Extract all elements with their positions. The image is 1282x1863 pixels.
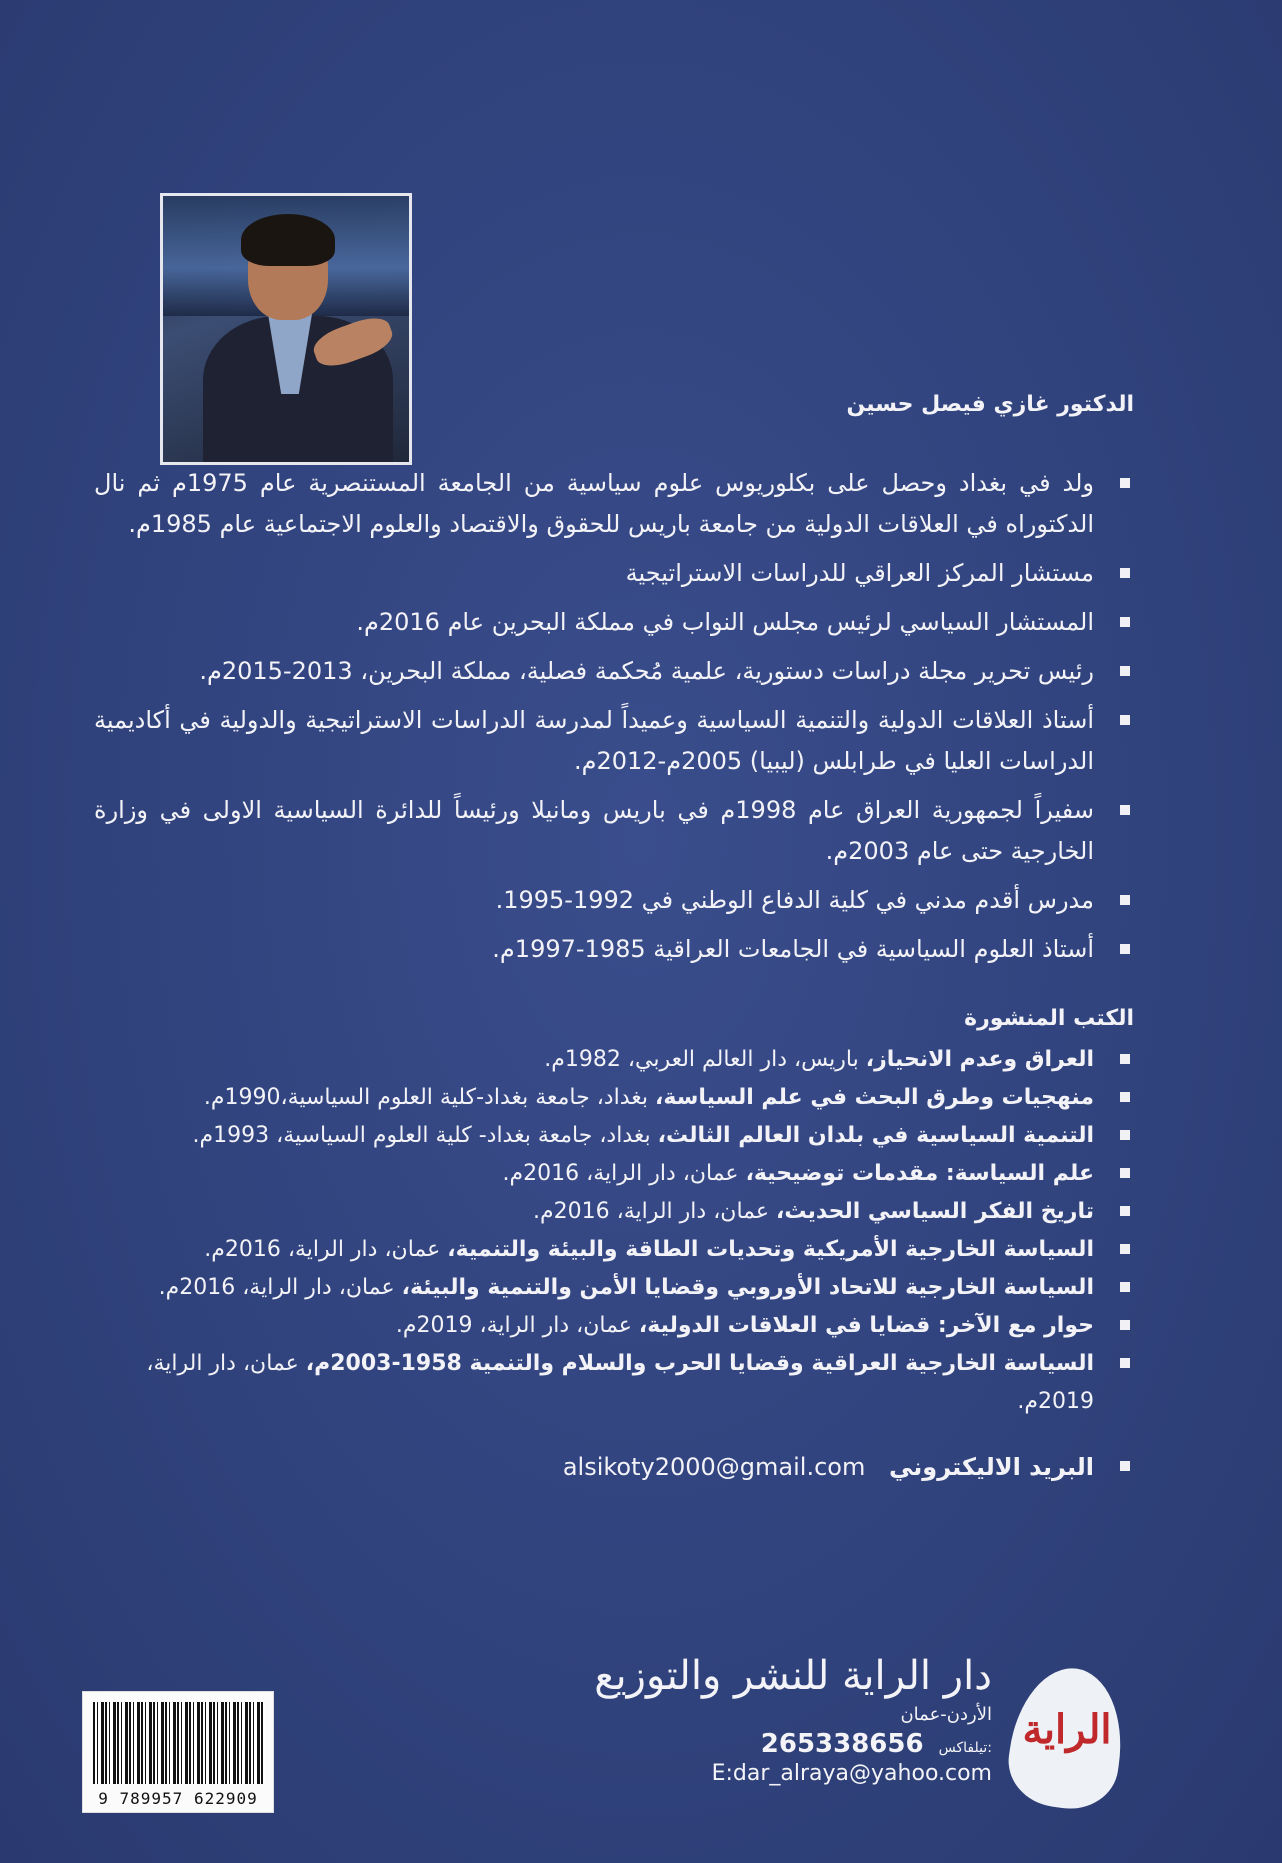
author-email-row — [94, 1447, 1134, 1487]
publisher-name: دار الراية للنشر والتوزيع — [594, 1653, 992, 1699]
author-bio-section — [94, 392, 1134, 1487]
publisher-location: الأردن-عمان — [900, 1704, 992, 1725]
isbn-number: 9 789957 622909 — [98, 1789, 258, 1808]
book-title: السياسة الخارجية الأمريكية وتحديات الطاقة والبيئة والتنمية، — [447, 1237, 1094, 1262]
publisher-info — [592, 1650, 992, 1786]
bio-item: أستاذ العلاقات الدولية والتنمية السياسية وعميداً لمدرسة الدراسات الاستراتيجية والدولية في أكاديمية الدراسات العليا في طرابلس (ليبيا) 2005م-2012م. — [94, 700, 1134, 782]
book-details: عمان، دار الراية، 2019م. — [146, 1351, 1094, 1414]
isbn-barcode — [82, 1691, 274, 1813]
book-details: عمان، دار الراية، 2019م. — [395, 1313, 639, 1338]
publisher-email[interactable]: E:dar_alraya@yahoo.com — [711, 1761, 992, 1786]
bio-item: أستاذ العلوم السياسية في الجامعات العراقية 1985-1997م. — [94, 929, 1134, 970]
bio-item: سفيراً لجمهورية العراق عام 1998م في باريس ومانيلا ورئيساً للدائرة السياسية الاولى في وزارة الخارجية حتى عام 2003م. — [94, 790, 1134, 872]
book-item — [94, 1117, 1134, 1155]
bio-item: مستشار المركز العراقي للدراسات الاستراتيجية — [94, 553, 1134, 594]
book-item — [94, 1345, 1134, 1421]
book-item — [94, 1079, 1134, 1117]
bio-item: رئيس تحرير مجلة دراسات دستورية، علمية مُحكمة فصلية، مملكة البحرين، 2013-2015م. — [94, 651, 1134, 692]
barcode-icon — [93, 1702, 265, 1784]
book-title: علم السياسة: مقدمات توضيحية، — [745, 1161, 1094, 1186]
book-item — [94, 1155, 1134, 1193]
book-title: السياسة الخارجية العراقية وقضايا الحرب والسلام والتنمية 1958-2003م، — [305, 1351, 1094, 1376]
book-details: عمان، دار الراية، 2016م. — [502, 1161, 746, 1186]
bio-item: ولد في بغداد وحصل على بكلوريوس علوم سياسية من الجامعة المستنصرية عام 1975م ثم نال الدكتوراه في العلاقات الدولية من جامعة باريس للحقوق والاقتصاد والعلوم الاجتماعية عام 1985م. — [94, 463, 1134, 545]
author-name: الدكتور غازي فيصل حسين — [846, 392, 1134, 417]
book-item — [94, 1269, 1134, 1307]
book-title: تاريخ الفكر السياسي الحديث، — [776, 1199, 1094, 1224]
books-list — [94, 1041, 1134, 1421]
book-details: بغداد، جامعة بغداد-كلية العلوم السياسية،1990م. — [203, 1085, 655, 1110]
book-item — [94, 1041, 1134, 1079]
book-item — [94, 1193, 1134, 1231]
bio-item: المستشار السياسي لرئيس مجلس النواب في مملكة البحرين عام 2016م. — [94, 602, 1134, 643]
book-details: باريس، دار العالم العربي، 1982م. — [544, 1047, 866, 1072]
book-item — [94, 1231, 1134, 1269]
publisher-logo-text: الراية — [1022, 1706, 1112, 1753]
book-details: بغداد، جامعة بغداد- كلية العلوم السياسية، 1993م. — [192, 1123, 658, 1148]
publisher-logo — [1002, 1658, 1132, 1818]
bio-list — [94, 463, 1134, 970]
book-title: العراق وعدم الانحياز، — [865, 1047, 1094, 1072]
book-title: التنمية السياسية في بلدان العالم الثالث، — [657, 1123, 1094, 1148]
book-title: منهجيات وطرق البحث في علم السياسة، — [655, 1085, 1094, 1110]
publisher-phone-label: تيلفاكس: — [938, 1740, 992, 1756]
book-item — [94, 1307, 1134, 1345]
author-email-link[interactable]: alsikoty2000@gmail.com — [562, 1453, 866, 1481]
publisher-phone: 265338656 — [760, 1729, 924, 1759]
book-details: عمان، دار الراية، 2016م. — [204, 1237, 448, 1262]
book-title: حوار مع الآخر: قضايا في العلاقات الدولية، — [638, 1313, 1094, 1338]
books-heading: الكتب المنشورة — [964, 1006, 1134, 1031]
bio-item: مدرس أقدم مدني في كلية الدفاع الوطني في 1992-1995. — [94, 880, 1134, 921]
book-details: عمان، دار الراية، 2016م. — [532, 1199, 776, 1224]
book-title: السياسة الخارجية للاتحاد الأوروبي وقضايا الأمن والتنمية والبيئة، — [401, 1275, 1094, 1300]
publisher-phone-row — [592, 1729, 992, 1759]
email-label: البريد الاليكتروني — [889, 1453, 1094, 1481]
book-details: عمان، دار الراية، 2016م. — [158, 1275, 402, 1300]
